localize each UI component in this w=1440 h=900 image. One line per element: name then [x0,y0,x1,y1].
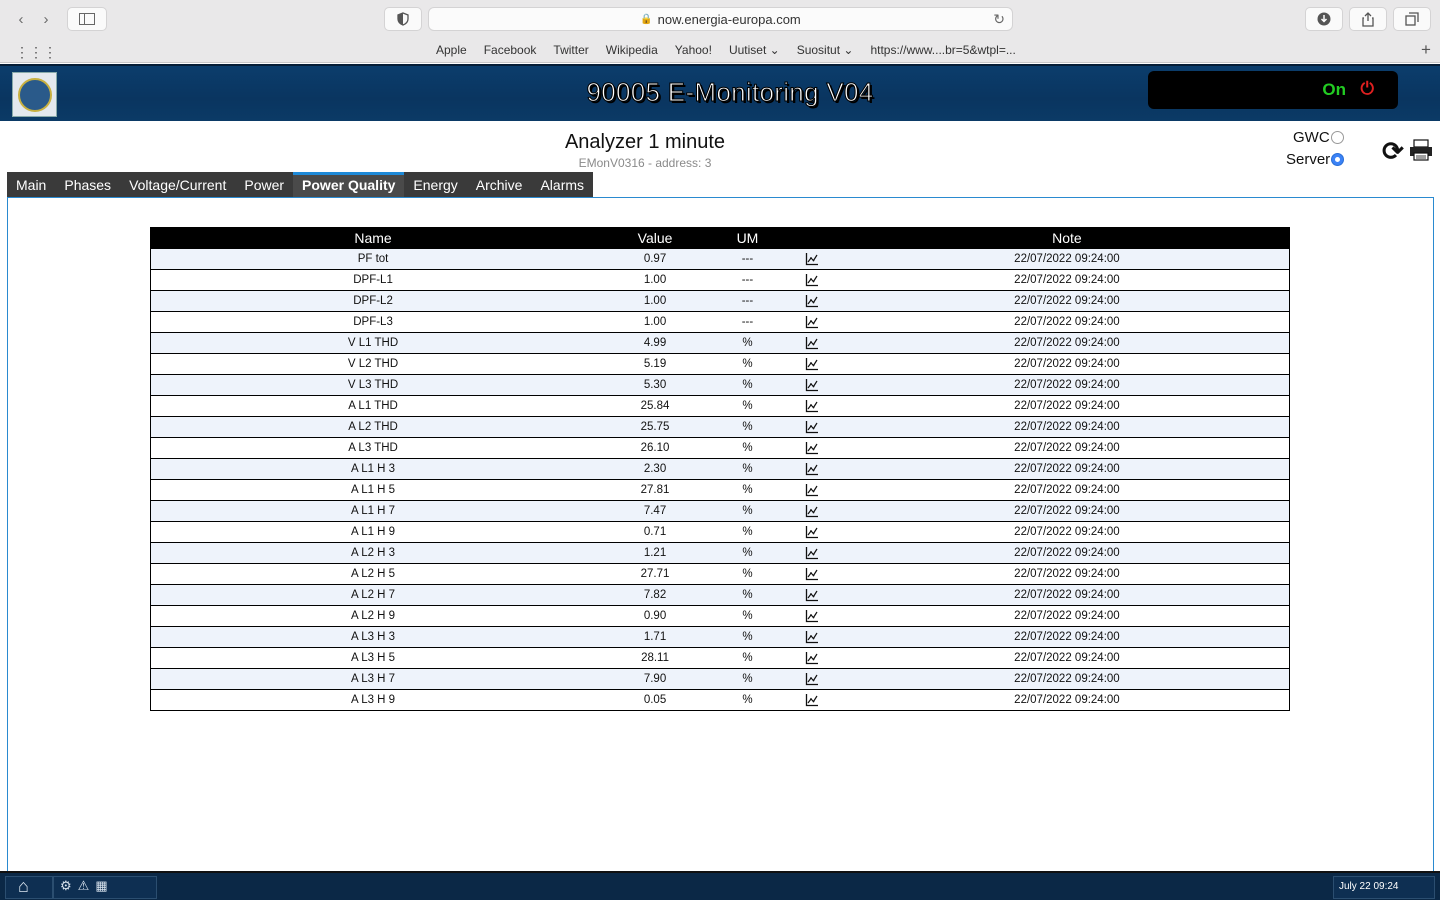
tab-power[interactable]: Power [244,177,285,193]
cell-um: % [715,690,780,711]
column-header-um: UM [715,228,780,249]
cell-value: 0.71 [595,522,715,543]
tab-power-quality[interactable]: Power Quality [293,172,404,197]
server-radio-row[interactable] [1286,151,1344,168]
table-row [151,564,1290,585]
cell-value: 28.11 [595,648,715,669]
cell-um: % [715,333,780,354]
cell-note: 22/07/2022 09:24:00 [845,333,1290,354]
cell-chart [780,501,845,522]
line-chart-icon[interactable] [805,483,819,497]
table-row [151,669,1290,690]
line-chart-icon[interactable] [805,420,819,434]
table-row [151,354,1290,375]
tab-bar [7,172,593,197]
gwc-radio[interactable] [1331,131,1344,144]
cell-um: --- [715,291,780,312]
cell-name: A L1 H 9 [151,522,596,543]
taskbar-icons [60,878,108,894]
cell-um: % [715,354,780,375]
favorite-link[interactable]: Twitter [553,43,589,57]
cell-value: 0.05 [595,690,715,711]
cell-name: DPF-L1 [151,270,596,291]
cell-note: 22/07/2022 09:24:00 [845,459,1290,480]
power-status-panel[interactable] [1148,71,1398,109]
address-bar[interactable] [428,7,1013,31]
cell-chart [780,291,845,312]
cell-chart [780,270,845,291]
cell-chart [780,438,845,459]
gwc-radio-row[interactable] [1293,129,1344,146]
cell-um: % [715,438,780,459]
line-chart-icon[interactable] [805,609,819,623]
cell-um: --- [715,249,780,270]
table-row [151,270,1290,291]
cell-value: 0.90 [595,606,715,627]
downloads-icon[interactable] [1305,7,1343,31]
line-chart-icon[interactable] [805,504,819,518]
cell-note: 22/07/2022 09:24:00 [845,417,1290,438]
cell-um: % [715,501,780,522]
table-row [151,333,1290,354]
cell-name: A L1 THD [151,396,596,417]
line-chart-icon[interactable] [805,567,819,581]
page-subtitle: EMonV0316 - address: 3 [578,156,712,170]
favorite-link[interactable]: Apple [436,43,467,57]
share-icon[interactable] [1349,7,1387,31]
column-header-note: Note [845,228,1290,249]
settings-icon[interactable]: ⚙ [60,878,72,893]
cell-um: % [715,396,780,417]
line-chart-icon[interactable] [805,651,819,665]
favorites-list [436,43,1033,57]
cell-chart [780,459,845,480]
table-row [151,690,1290,711]
line-chart-icon[interactable] [805,630,819,644]
table-row [151,417,1290,438]
home-section [5,876,53,899]
cell-name: A L2 H 5 [151,564,596,585]
cell-chart [780,375,845,396]
line-chart-icon[interactable] [805,441,819,455]
cell-chart [780,249,845,270]
cell-note: 22/07/2022 09:24:00 [845,522,1290,543]
apps-grid-icon[interactable]: ⋮⋮⋮ [15,44,57,60]
table-row [151,375,1290,396]
cell-name: A L3 H 3 [151,627,596,648]
favorite-folder[interactable]: Uutiset ⌄ [728,43,780,57]
status-on-label: On [1322,80,1346,99]
table-header-row [151,228,1290,249]
cell-note: 22/07/2022 09:24:00 [845,249,1290,270]
lock-icon: 🔒 [640,13,653,25]
cell-chart [780,354,845,375]
cell-name: DPF-L2 [151,291,596,312]
page-heading [0,131,1290,170]
cell-name: V L1 THD [151,333,596,354]
cell-value: 1.00 [595,291,715,312]
table-row [151,627,1290,648]
cell-value: 0.97 [595,249,715,270]
cell-um: % [715,669,780,690]
favorite-link[interactable]: Wikipedia [605,43,658,57]
tab-alarms[interactable]: Alarms [540,177,585,193]
table-row [151,249,1290,270]
table-row [151,291,1290,312]
cell-value: 27.81 [595,480,715,501]
table-row [151,543,1290,564]
server-radio-label: Server [1286,151,1331,168]
back-icon[interactable]: ‹ [18,10,24,28]
server-radio[interactable] [1331,153,1344,166]
cell-value: 4.99 [595,333,715,354]
cell-chart [780,606,845,627]
url-text: now.energia-europa.com [657,11,801,27]
cell-note: 22/07/2022 09:24:00 [845,585,1290,606]
cell-value: 5.19 [595,354,715,375]
cell-chart [780,333,845,354]
table-row [151,648,1290,669]
line-chart-icon[interactable] [805,378,819,392]
browser-toolbar [0,0,1440,38]
cell-chart [780,585,845,606]
tab-main[interactable]: Main [16,177,47,193]
cell-value: 1.00 [595,312,715,333]
cell-note: 22/07/2022 09:24:00 [845,396,1290,417]
taskbar-clock: July 22 09:24 [1339,881,1399,892]
cell-chart [780,648,845,669]
cell-um: --- [715,270,780,291]
line-chart-icon[interactable] [805,357,819,371]
new-tab-icon[interactable]: + [1421,40,1431,59]
cell-um: % [715,627,780,648]
line-chart-icon[interactable] [805,546,819,560]
cell-value: 7.47 [595,501,715,522]
cell-um: % [715,648,780,669]
table-row [151,585,1290,606]
cell-value: 1.00 [595,270,715,291]
line-chart-icon[interactable] [805,693,819,707]
line-chart-icon[interactable] [805,252,819,266]
cell-name: A L1 H 5 [151,480,596,501]
table-row [151,480,1290,501]
cell-name: A L2 THD [151,417,596,438]
table-row [151,459,1290,480]
cell-um: % [715,480,780,501]
cell-value: 1.21 [595,543,715,564]
cell-um: % [715,564,780,585]
tabs-overview-icon[interactable] [1393,7,1431,31]
line-chart-icon[interactable] [805,462,819,476]
table-row [151,606,1290,627]
reload-icon[interactable]: ↻ [993,11,1005,27]
favorite-folder[interactable]: Suositut ⌄ [796,43,854,57]
cell-note: 22/07/2022 09:24:00 [845,270,1290,291]
cell-um: % [715,522,780,543]
line-chart-icon[interactable] [805,273,819,287]
bottom-taskbar [0,871,1440,900]
cell-note: 22/07/2022 09:24:00 [845,648,1290,669]
cell-um: % [715,375,780,396]
cell-name: A L2 H 7 [151,585,596,606]
devices-icon[interactable]: ▦ [95,878,108,893]
cell-note: 22/07/2022 09:24:00 [845,606,1290,627]
cell-value: 26.10 [595,438,715,459]
cell-um: % [715,459,780,480]
cell-um: --- [715,312,780,333]
table-row [151,501,1290,522]
cell-note: 22/07/2022 09:24:00 [845,627,1290,648]
tab-voltage-current[interactable]: Voltage/Current [129,177,227,193]
cell-note: 22/07/2022 09:24:00 [845,690,1290,711]
line-chart-icon[interactable] [805,525,819,539]
cell-um: % [715,585,780,606]
favorite-link[interactable]: Yahoo! [674,43,712,57]
cell-chart [780,564,845,585]
tab-energy[interactable]: Energy [413,177,458,193]
cell-chart [780,417,845,438]
table-row [151,438,1290,459]
cell-name: A L3 H 7 [151,669,596,690]
warning-icon[interactable]: ⚠ [77,878,90,893]
cell-name: A L3 H 5 [151,648,596,669]
power-icon[interactable]: ⏻ [1360,79,1374,98]
tab-archive[interactable]: Archive [475,177,523,193]
table-row [151,522,1290,543]
cell-value: 25.84 [595,396,715,417]
cell-note: 22/07/2022 09:24:00 [845,501,1290,522]
line-chart-icon[interactable] [805,336,819,350]
refresh-icon[interactable]: ⟳ [1382,136,1404,166]
cell-name: V L3 THD [151,375,596,396]
sidebar-toggle-icon[interactable] [67,7,107,31]
cell-value: 1.71 [595,627,715,648]
line-chart-icon[interactable] [805,315,819,329]
printer-icon[interactable] [1409,139,1433,161]
home-icon[interactable]: ⌂ [18,876,29,896]
line-chart-icon[interactable] [805,672,819,686]
cell-chart [780,690,845,711]
app-title: 90005 E-Monitoring V04 [586,77,874,107]
cell-name: A L3 H 9 [151,690,596,711]
cell-note: 22/07/2022 09:24:00 [845,438,1290,459]
table-body [151,249,1290,711]
cell-name: DPF-L3 [151,312,596,333]
cell-note: 22/07/2022 09:24:00 [845,375,1290,396]
cell-um: % [715,417,780,438]
favorite-link[interactable]: Facebook [483,43,537,57]
cell-value: 2.30 [595,459,715,480]
privacy-shield-icon[interactable] [384,7,422,31]
column-header-value: Value [595,228,715,249]
cell-name: A L2 H 3 [151,543,596,564]
page-title: Analyzer 1 minute [564,131,726,153]
cell-note: 22/07/2022 09:24:00 [845,312,1290,333]
cell-chart [780,522,845,543]
cell-name: A L1 H 7 [151,501,596,522]
cell-chart [780,669,845,690]
cell-value: 25.75 [595,417,715,438]
line-chart-icon[interactable] [805,588,819,602]
tab-phases[interactable]: Phases [64,177,112,193]
cell-value: 27.71 [595,564,715,585]
power-quality-table [150,227,1290,711]
cell-note: 22/07/2022 09:24:00 [845,480,1290,501]
cell-um: % [715,543,780,564]
cell-name: PF tot [151,249,596,270]
cell-value: 7.82 [595,585,715,606]
line-chart-icon[interactable] [805,294,819,308]
cell-name: A L1 H 3 [151,459,596,480]
cell-note: 22/07/2022 09:24:00 [845,354,1290,375]
cell-name: A L3 THD [151,438,596,459]
cell-value: 5.30 [595,375,715,396]
cell-note: 22/07/2022 09:24:00 [845,291,1290,312]
table-row [151,312,1290,333]
column-header-name: Name [151,228,596,249]
cell-chart [780,480,845,501]
line-chart-icon[interactable] [805,399,819,413]
cell-name: A L2 H 9 [151,606,596,627]
favorite-link[interactable]: https://www....br=5&wtpl=... [870,43,1016,57]
cell-chart [780,312,845,333]
cell-chart [780,543,845,564]
cell-note: 22/07/2022 09:24:00 [845,669,1290,690]
gwc-radio-label: GWC [1293,129,1330,146]
cell-note: 22/07/2022 09:24:00 [845,564,1290,585]
forward-icon[interactable]: › [43,10,49,28]
cell-note: 22/07/2022 09:24:00 [845,543,1290,564]
cell-um: % [715,606,780,627]
app-header [0,64,1440,121]
cell-name: V L2 THD [151,354,596,375]
cell-chart [780,396,845,417]
table-row [151,396,1290,417]
cell-chart [780,627,845,648]
column-header-chart [780,228,845,249]
cell-value: 7.90 [595,669,715,690]
